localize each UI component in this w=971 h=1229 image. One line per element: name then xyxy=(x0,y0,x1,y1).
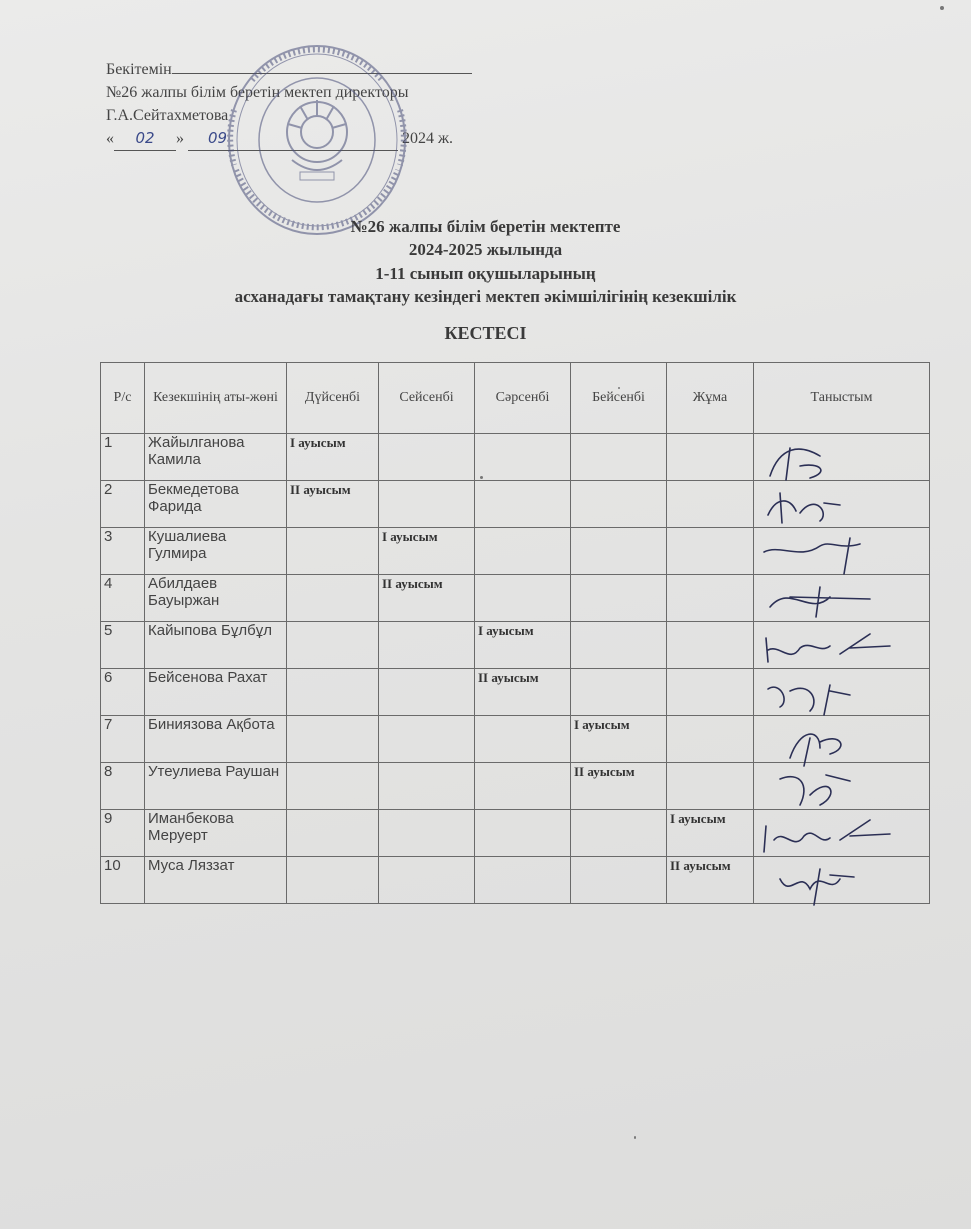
shift-cell-mon xyxy=(287,481,379,528)
shift-cell-mon xyxy=(287,528,379,575)
acknowledgement-cell xyxy=(754,716,930,763)
director-line: №26 жалпы білім беретін мектеп директоры xyxy=(106,84,409,101)
header-mon: Дүйсенбі xyxy=(287,363,379,434)
shift-cell-thu xyxy=(571,857,667,904)
handwritten-signature-icon xyxy=(760,577,920,627)
table-row xyxy=(101,810,930,857)
shift-label: II ауысым xyxy=(478,670,539,685)
acknowledgement-cell xyxy=(754,622,930,669)
director-name: Г.А.Сейтахметова xyxy=(106,107,229,124)
header-tue: Сейсенбі xyxy=(379,363,475,434)
shift-cell-fri xyxy=(667,763,754,810)
row-number: 4 xyxy=(101,575,145,622)
shift-cell-wed xyxy=(475,810,571,857)
speck xyxy=(480,476,483,479)
duty-schedule-table xyxy=(100,362,930,904)
shift-cell-tue xyxy=(379,763,475,810)
handwritten-signature-icon xyxy=(760,718,920,768)
date-year: 2024 ж. xyxy=(402,130,454,147)
shift-cell-mon xyxy=(287,716,379,763)
header-num: Р/с xyxy=(101,363,145,434)
table-row xyxy=(101,575,930,622)
shift-cell-tue xyxy=(379,810,475,857)
shift-label: II ауысым xyxy=(382,576,443,591)
handwritten-signature-icon xyxy=(760,812,920,862)
header-thu: Бейсенбі xyxy=(571,363,667,434)
shift-cell-mon xyxy=(287,857,379,904)
shift-cell-fri xyxy=(667,810,754,857)
row-number: 6 xyxy=(101,669,145,716)
shift-cell-mon xyxy=(287,763,379,810)
table-row xyxy=(101,622,930,669)
shift-label: I ауысым xyxy=(382,529,438,544)
table-row xyxy=(101,763,930,810)
title-line-4: асханадағы тамақтану кезіндегі мектеп әкімшілігінің кезекшілік xyxy=(234,287,737,306)
title-line-1: №26 жалпы білім беретін мектепте xyxy=(350,217,621,236)
speck xyxy=(618,387,620,389)
date-close-quote: » xyxy=(176,130,184,147)
shift-cell-wed xyxy=(475,434,571,481)
row-number: 2 xyxy=(101,481,145,528)
duty-person-name: Бейсенова Рахат xyxy=(145,669,287,716)
shift-cell-fri xyxy=(667,434,754,481)
shift-cell-wed xyxy=(475,481,571,528)
shift-cell-thu xyxy=(571,434,667,481)
acknowledgement-cell xyxy=(754,434,930,481)
shift-label: I ауысым xyxy=(290,435,346,450)
duty-person-name: Абилдаев Бауыржан xyxy=(145,575,287,622)
duty-person-name: Кушалиева Гулмира xyxy=(145,528,287,575)
table-row xyxy=(101,857,930,904)
duty-person-name: Иманбекова Меруерт xyxy=(145,810,287,857)
duty-person-name: Кайыпова Бұлбұл xyxy=(145,622,287,669)
header-wed: Сәрсенбі xyxy=(475,363,571,434)
handwritten-signature-icon xyxy=(760,859,920,909)
shift-label: II ауысым xyxy=(670,858,731,873)
shift-cell-mon xyxy=(287,434,379,481)
shift-cell-tue xyxy=(379,575,475,622)
shift-cell-wed xyxy=(475,716,571,763)
row-number: 3 xyxy=(101,528,145,575)
shift-cell-fri xyxy=(667,716,754,763)
shift-cell-tue xyxy=(379,622,475,669)
shift-label: I ауысым xyxy=(478,623,534,638)
row-number: 9 xyxy=(101,810,145,857)
shift-label: I ауысым xyxy=(574,717,630,732)
acknowledgement-cell xyxy=(754,528,930,575)
shift-cell-thu xyxy=(571,528,667,575)
title-line-2: 2024-2025 жылында xyxy=(408,240,563,259)
shift-cell-thu xyxy=(571,716,667,763)
acknowledgement-cell xyxy=(754,669,930,716)
row-number: 5 xyxy=(101,622,145,669)
shift-cell-mon xyxy=(287,669,379,716)
table-header-row xyxy=(101,363,930,434)
shift-cell-tue xyxy=(379,857,475,904)
duty-person-name: Муса Ляззат xyxy=(145,857,287,904)
approved-label: Бекітемін xyxy=(106,61,172,78)
shift-cell-fri xyxy=(667,622,754,669)
shift-cell-fri xyxy=(667,669,754,716)
shift-cell-wed xyxy=(475,622,571,669)
table-row xyxy=(101,669,930,716)
duty-person-name: Утеулиева Раушан xyxy=(145,763,287,810)
shift-cell-wed xyxy=(475,528,571,575)
shift-cell-wed xyxy=(475,763,571,810)
date-month: 09 xyxy=(208,129,228,147)
header-name: Кезекшінің аты-жөні xyxy=(145,363,287,434)
handwritten-signature-icon xyxy=(760,765,920,815)
handwritten-signature-icon xyxy=(760,624,920,674)
title-line-5: КЕСТЕСІ xyxy=(444,323,527,343)
table-row xyxy=(101,716,930,763)
duty-person-name: Биниязова Ақбота xyxy=(145,716,287,763)
shift-cell-thu xyxy=(571,481,667,528)
shift-cell-fri xyxy=(667,575,754,622)
header-fri: Жұма xyxy=(667,363,754,434)
acknowledgement-cell xyxy=(754,575,930,622)
shift-cell-mon xyxy=(287,575,379,622)
shift-cell-wed xyxy=(475,575,571,622)
shift-label: I ауысым xyxy=(670,811,726,826)
handwritten-signature-icon xyxy=(760,483,920,533)
date-open-quote: « xyxy=(106,130,114,147)
shift-cell-thu xyxy=(571,763,667,810)
shift-cell-tue xyxy=(379,716,475,763)
shift-cell-thu xyxy=(571,622,667,669)
shift-cell-tue xyxy=(379,434,475,481)
speck xyxy=(634,1136,636,1139)
acknowledgement-cell xyxy=(754,810,930,857)
shift-cell-wed xyxy=(475,669,571,716)
handwritten-signature-icon xyxy=(760,436,920,486)
title-line-3: 1-11 сынып оқушыларының xyxy=(375,264,596,283)
acknowledgement-cell xyxy=(754,857,930,904)
table-row xyxy=(101,481,930,528)
header-ack: Таныстым xyxy=(754,363,930,434)
row-number: 10 xyxy=(101,857,145,904)
table-row xyxy=(101,528,930,575)
handwritten-signature-icon xyxy=(760,530,920,580)
shift-cell-tue xyxy=(379,669,475,716)
date-day: 02 xyxy=(135,129,155,147)
table-body xyxy=(101,434,930,904)
shift-cell-fri xyxy=(667,481,754,528)
row-number: 7 xyxy=(101,716,145,763)
shift-label: II ауысым xyxy=(290,482,351,497)
shift-cell-fri xyxy=(667,528,754,575)
shift-label: II ауысым xyxy=(574,764,635,779)
row-number: 1 xyxy=(101,434,145,481)
shift-cell-mon xyxy=(287,622,379,669)
shift-cell-thu xyxy=(571,669,667,716)
handwritten-signature-icon xyxy=(760,671,920,721)
row-number: 8 xyxy=(101,763,145,810)
shift-cell-fri xyxy=(667,857,754,904)
table-row xyxy=(101,434,930,481)
shift-cell-tue xyxy=(379,528,475,575)
shift-cell-thu xyxy=(571,810,667,857)
duty-person-name: Бекмедетова Фарида xyxy=(145,481,287,528)
acknowledgement-cell xyxy=(754,481,930,528)
speck xyxy=(940,6,944,10)
shift-cell-wed xyxy=(475,857,571,904)
duty-person-name: Жайылганова Камила xyxy=(145,434,287,481)
shift-cell-thu xyxy=(571,575,667,622)
shift-cell-mon xyxy=(287,810,379,857)
shift-cell-tue xyxy=(379,481,475,528)
official-seal-icon xyxy=(222,40,412,240)
acknowledgement-cell xyxy=(754,763,930,810)
